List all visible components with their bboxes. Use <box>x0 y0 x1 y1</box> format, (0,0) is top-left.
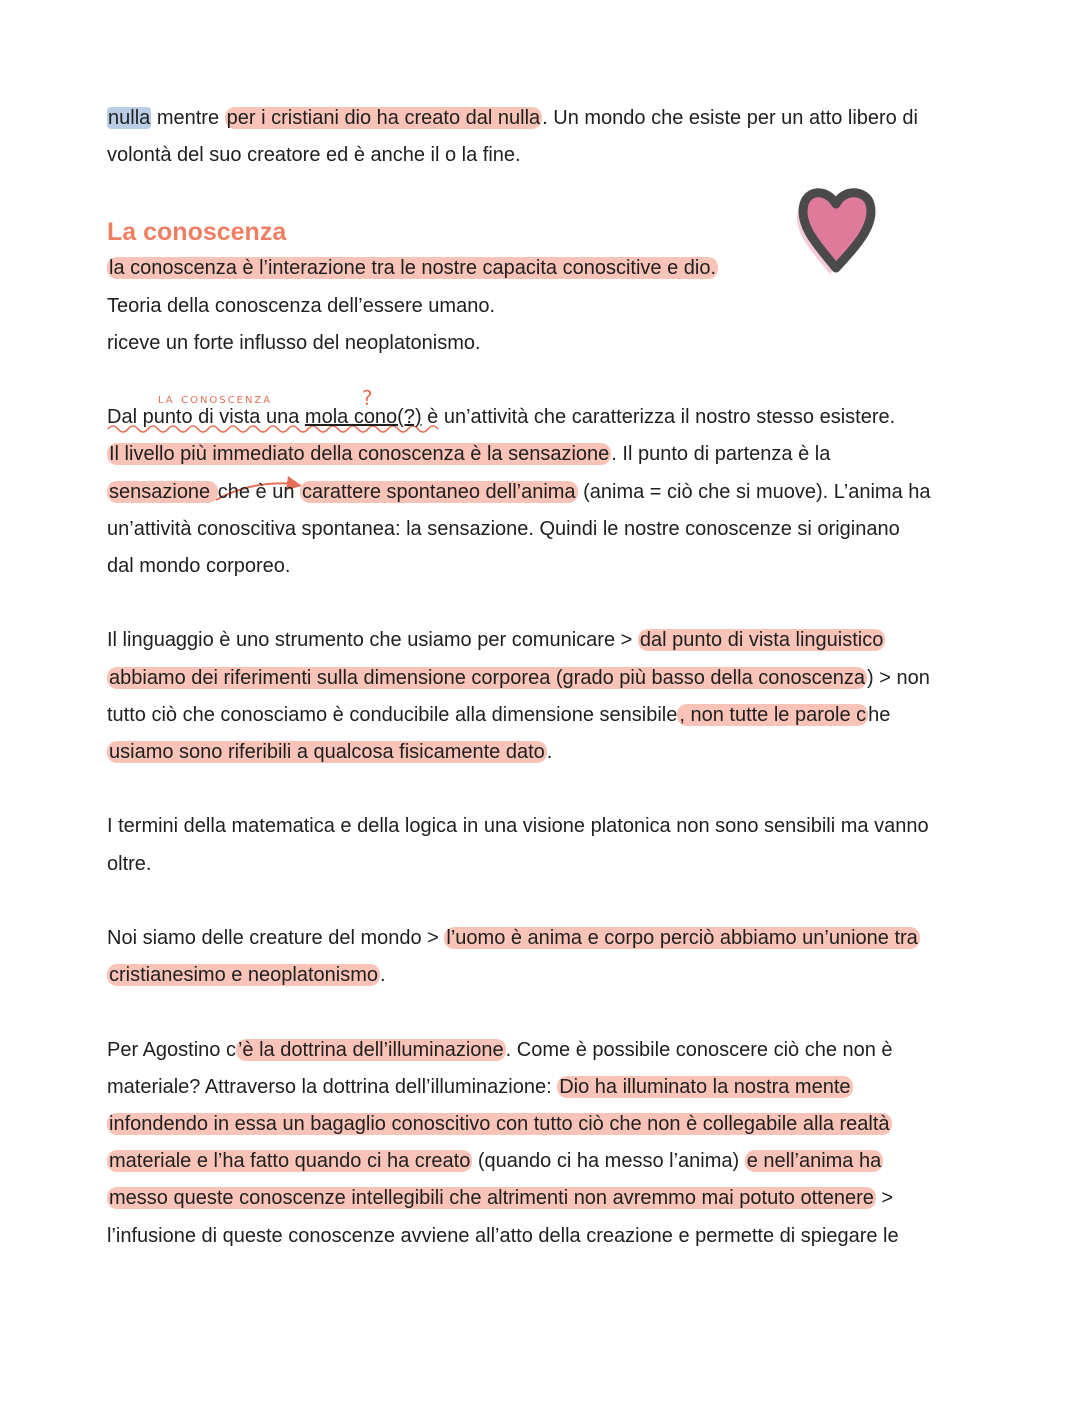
text: Per Agostino c <box>107 1038 236 1061</box>
text: Noi siamo delle creature del mondo > <box>107 927 445 949</box>
section-title: La conoscenza <box>107 218 287 247</box>
highlight: abbiamo dei riferimenti sulla dimensione corporea (grado più basso della conoscenza <box>109 666 865 689</box>
p1-line-5: dal mondo corporeo. <box>107 555 291 578</box>
highlight: Dio ha illuminato la nostra mente <box>559 1075 851 1098</box>
document-page <box>107 100 987 1255</box>
p2-line-2 <box>107 660 987 697</box>
p2-line-4 <box>107 734 987 771</box>
text: . Il punto di partenza è la <box>611 443 831 466</box>
intro-line-2: volontà del suo creatore ed è anche il o la fine. <box>107 144 521 167</box>
paragraph-linguaggio <box>107 622 987 771</box>
text: . Un mondo che esiste per un atto libero di <box>542 107 918 129</box>
definition-line <box>107 250 987 287</box>
text: (quando ci ha messo l’anima) <box>472 1150 745 1173</box>
p1-line-4: un’attività conoscitiva spontanea: la sensazione. Quindi le nostre conoscenze si originano <box>107 517 900 540</box>
highlight: sensazione <box>109 480 216 503</box>
p5-line-4 <box>107 1143 987 1180</box>
text: (anima = ciò che si muove). L’anima ha <box>577 480 931 503</box>
highlight: infondendo in essa un bagaglio conoscitivo con tutto ciò che non è collegabile alla realtà <box>109 1113 890 1135</box>
highlight: per i cristiani dio ha creato dal nulla <box>226 107 541 129</box>
highlight: carattere spontaneo dell’anima <box>302 480 576 503</box>
text: è un’attività che caratterizza il nostro stesso esistere. <box>421 406 896 429</box>
p2-line-1 <box>107 622 987 659</box>
highlight-blue: nulla <box>108 107 151 129</box>
p5-line-5 <box>107 1180 987 1217</box>
text: . Come è possibile conoscere ciò che non è <box>505 1038 893 1061</box>
highlight: l’uomo è anima e corpo perciò abbiamo un’unione tra <box>446 927 918 949</box>
p4-line-2 <box>107 957 987 994</box>
highlight: Il livello più immediato della conoscenza è la sensazione <box>109 443 610 466</box>
p1-line-3 <box>107 474 987 511</box>
underlined-text: mola cono(?) <box>304 406 422 429</box>
p5-line-3 <box>107 1106 987 1143</box>
text: > <box>875 1187 894 1210</box>
highlight: usiamo sono riferibili a qualcosa fisicamente dato <box>109 741 545 764</box>
text: Dal punto di vista una <box>107 406 305 429</box>
highlight: e nell’anima ha <box>746 1150 882 1173</box>
highlight: ’è la dottrina dell’illuminazione <box>237 1038 504 1061</box>
text: che è un <box>217 480 301 503</box>
teoria-line: Teoria della conoscenza dell’essere umano. <box>107 294 496 317</box>
text: . <box>546 741 553 764</box>
highlight: , non tutte le parole c <box>679 703 867 726</box>
influsso-line: riceve un forte influsso del neoplatonismo. <box>107 331 481 354</box>
text: he <box>868 703 891 726</box>
handwritten-question-mark: ? <box>362 386 373 410</box>
text: Il linguaggio è uno strumento che usiamo per comunicare > <box>107 629 638 652</box>
text: ) > non <box>867 666 930 689</box>
p5-line-6: l’infusione di queste conoscenze avviene all’atto della creazione e permette di spiegare le <box>107 1224 899 1247</box>
p3-line-2: oltre. <box>107 852 152 875</box>
p5-line-2 <box>107 1069 987 1106</box>
section-intro <box>107 250 987 362</box>
text: materiale? Attraverso la dottrina dell’illuminazione: <box>107 1075 558 1098</box>
highlight: cristianesimo e neoplatonismo <box>109 964 379 987</box>
p3-line-1: I termini della matematica e della logica in una visione platonica non sono sensibili ma vanno <box>107 815 929 838</box>
highlight: la conoscenza è l’interazione tra le nostre capacita conoscitive e dio. <box>109 257 717 280</box>
text: mentre <box>151 107 225 129</box>
intro-paragraph <box>107 100 987 174</box>
p5-line-1 <box>107 1032 987 1069</box>
p1-line-2 <box>107 436 987 473</box>
paragraph-illuminazione <box>107 1032 987 1255</box>
paragraph-sensazione <box>107 399 987 585</box>
p4-line-1 <box>107 920 987 957</box>
highlight: materiale e l’ha fatto quando ci ha creato <box>109 1150 471 1173</box>
text: tutto ciò che conosciamo è conducibile alla dimensione sensibile <box>107 703 678 726</box>
highlight: messo queste conoscenze intellegibili che altrimenti non avremmo mai potuto ottenere <box>109 1187 874 1210</box>
text: . <box>380 964 386 987</box>
highlight: dal punto di vista linguistico <box>639 629 884 652</box>
p2-line-3 <box>107 697 987 734</box>
handwritten-note: la conoscenza <box>158 391 273 407</box>
paragraph-creature <box>107 920 987 994</box>
p1-line-1 <box>107 399 987 436</box>
paragraph-matematica <box>107 808 987 882</box>
intro-line-1 <box>107 100 987 137</box>
